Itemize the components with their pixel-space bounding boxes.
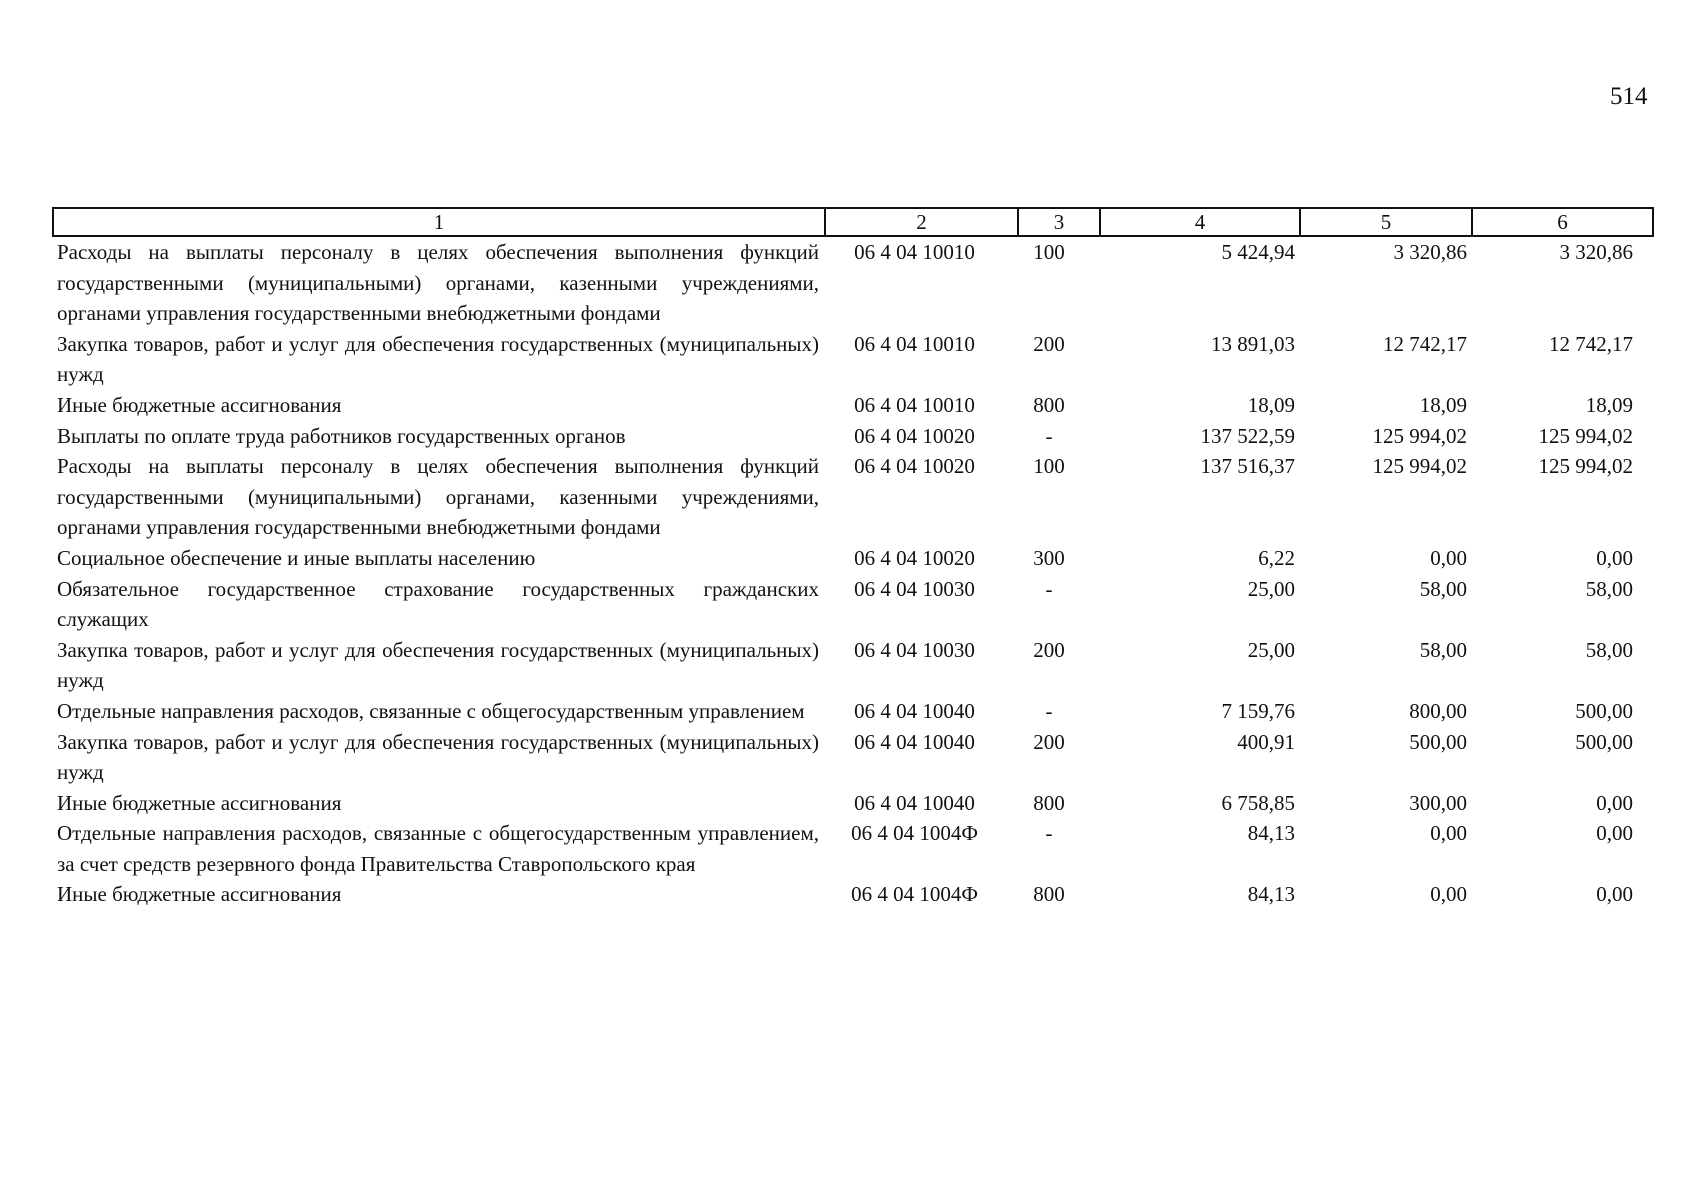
amount-col-5: 0,00	[1430, 882, 1467, 907]
amount-col-6: 58,00	[1585, 576, 1633, 601]
target-article-code: 06 4 04 10020	[854, 423, 975, 448]
amount-col-6: 18,09	[1585, 392, 1633, 417]
expense-name: Обязательное государственное страхование государственных гражданских служащих	[57, 576, 819, 632]
table-row	[53, 879, 1653, 910]
expense-name: Отдельные направления расходов, связанные с общегосударственным управлением	[57, 698, 805, 723]
amount-col-4: 25,00	[1247, 637, 1295, 662]
target-article-code: 06 4 04 10040	[854, 698, 975, 723]
expense-name: Расходы на выплаты персоналу в целях обеспечения выполнения функций государственными (муниципальными) органами, казенными учреждениями, органами управления государственными внебюджетными фондами	[57, 454, 819, 540]
amount-col-4: 84,13	[1247, 821, 1295, 846]
amount-col-4: 137 522,59	[1200, 423, 1295, 448]
amount-col-5: 300,00	[1409, 790, 1467, 815]
expense-type-code: 100	[1033, 240, 1065, 264]
expense-name: Иные бюджетные ассигнования	[57, 882, 342, 907]
expense-type-code: 800	[1033, 392, 1065, 417]
amount-col-5: 3 320,86	[1393, 240, 1467, 264]
expense-type-code: -	[1045, 698, 1053, 723]
table-body	[53, 236, 1653, 910]
table-row	[53, 236, 1653, 329]
amount-col-4: 6,22	[1258, 545, 1295, 570]
amount-col-5: 500,00	[1409, 729, 1467, 754]
table-row	[53, 543, 1653, 574]
expense-type-code: 300	[1033, 545, 1065, 570]
amount-col-6: 125 994,02	[1538, 423, 1633, 448]
column-header-2: 2	[825, 208, 1018, 236]
amount-col-4: 5 424,94	[1221, 240, 1295, 264]
amount-col-6: 3 320,86	[1559, 240, 1633, 264]
column-header-4: 4	[1100, 208, 1300, 236]
column-header-5: 5	[1300, 208, 1472, 236]
target-article-code: 06 4 04 1004Ф	[851, 821, 978, 846]
amount-col-6: 0,00	[1596, 545, 1633, 570]
table-row	[53, 421, 1653, 452]
table-row	[53, 727, 1653, 788]
amount-col-4: 7 159,76	[1221, 698, 1295, 723]
amount-col-6: 500,00	[1575, 729, 1633, 754]
expense-name: Отдельные направления расходов, связанные с общегосударственным управлением, за счет средств резервного фонда Правительства Ставропольского края	[57, 821, 819, 876]
column-header-1: 1	[53, 208, 825, 236]
amount-col-6: 12 742,17	[1549, 331, 1633, 356]
expense-type-code: -	[1045, 821, 1053, 846]
table-row	[53, 574, 1653, 635]
table-row	[53, 696, 1653, 727]
expense-name: Иные бюджетные ассигнования	[57, 790, 342, 815]
budget-table	[52, 207, 1654, 910]
target-article-code: 06 4 04 10040	[854, 729, 975, 754]
amount-col-4: 18,09	[1247, 392, 1295, 417]
amount-col-6: 0,00	[1596, 821, 1633, 846]
expense-type-code: 200	[1033, 729, 1065, 754]
target-article-code: 06 4 04 10020	[854, 454, 975, 479]
table-row	[53, 451, 1653, 543]
amount-col-5: 58,00	[1419, 576, 1467, 601]
table-row	[53, 635, 1653, 696]
expense-type-code: -	[1045, 576, 1053, 601]
target-article-code: 06 4 04 10030	[854, 576, 975, 601]
amount-col-4: 400,91	[1237, 729, 1295, 754]
amount-col-6: 58,00	[1585, 637, 1633, 662]
target-article-code: 06 4 04 1004Ф	[851, 882, 978, 907]
column-header-3: 3	[1018, 208, 1100, 236]
page-number: 514	[1610, 83, 1648, 110]
table-row	[53, 390, 1653, 421]
target-article-code: 06 4 04 10020	[854, 545, 975, 570]
amount-col-5: 12 742,17	[1383, 331, 1467, 356]
amount-col-5: 125 994,02	[1372, 423, 1467, 448]
amount-col-6: 0,00	[1596, 882, 1633, 907]
table-row	[53, 818, 1653, 879]
column-header-6: 6	[1472, 208, 1653, 236]
expense-type-code: 800	[1033, 790, 1065, 815]
amount-col-5: 0,00	[1430, 821, 1467, 846]
amount-col-6: 0,00	[1596, 790, 1633, 815]
expense-name: Закупка товаров, работ и услуг для обеспечения государственных (муниципальных) нужд	[57, 331, 819, 387]
expense-name: Социальное обеспечение и иные выплаты населению	[57, 545, 536, 570]
amount-col-6: 500,00	[1575, 698, 1633, 723]
expense-type-code: 800	[1033, 882, 1065, 907]
table-row	[53, 788, 1653, 819]
target-article-code: 06 4 04 10010	[854, 392, 975, 417]
amount-col-4: 6 758,85	[1221, 790, 1295, 815]
expense-name: Выплаты по оплате труда работников государственных органов	[57, 423, 626, 448]
target-article-code: 06 4 04 10030	[854, 637, 975, 662]
expense-type-code: 100	[1033, 454, 1065, 479]
amount-col-4: 137 516,37	[1200, 454, 1295, 479]
amount-col-4: 84,13	[1247, 882, 1295, 907]
amount-col-5: 800,00	[1409, 698, 1467, 723]
target-article-code: 06 4 04 10010	[854, 240, 975, 264]
expense-name: Закупка товаров, работ и услуг для обеспечения государственных (муниципальных) нужд	[57, 729, 819, 785]
expense-name: Расходы на выплаты персоналу в целях обеспечения выполнения функций государственными (муниципальными) органами, казенными учреждениями, органами управления государственными внебюджетными фондами	[57, 240, 819, 326]
expense-type-code: 200	[1033, 637, 1065, 662]
expense-name: Иные бюджетные ассигнования	[57, 392, 342, 417]
table-row	[53, 329, 1653, 390]
table-header	[53, 208, 1653, 236]
expense-type-code: 200	[1033, 331, 1065, 356]
amount-col-6: 125 994,02	[1538, 454, 1633, 479]
amount-col-4: 25,00	[1247, 576, 1295, 601]
header-row	[53, 208, 1653, 236]
target-article-code: 06 4 04 10040	[854, 790, 975, 815]
amount-col-5: 18,09	[1419, 392, 1467, 417]
amount-col-5: 58,00	[1419, 637, 1467, 662]
amount-col-5: 125 994,02	[1372, 454, 1467, 479]
amount-col-4: 13 891,03	[1211, 331, 1295, 356]
amount-col-5: 0,00	[1430, 545, 1467, 570]
expense-type-code: -	[1045, 423, 1053, 448]
target-article-code: 06 4 04 10010	[854, 331, 975, 356]
expense-name: Закупка товаров, работ и услуг для обеспечения государственных (муниципальных) нужд	[57, 637, 819, 693]
